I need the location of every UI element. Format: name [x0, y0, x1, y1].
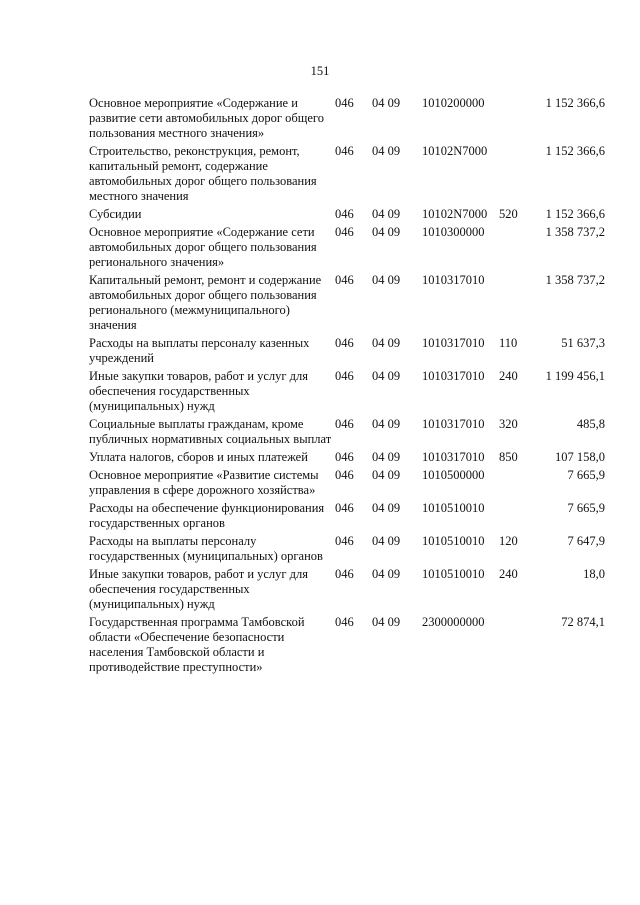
row-ved: 046: [335, 336, 354, 350]
row-rzpr: 04 09: [372, 225, 401, 239]
row-sum: 1 358 737,2: [545, 273, 605, 287]
row-sum: 7 647,9: [567, 534, 605, 548]
row-rzpr: 04 09: [372, 336, 401, 350]
row-csr: 1010317010: [422, 273, 485, 287]
row-sum: 1 152 366,6: [545, 207, 605, 221]
table-row: [89, 207, 605, 225]
page-number: 151: [310, 64, 330, 78]
row-sum: 1 152 366,6: [545, 144, 605, 158]
table-row: [89, 567, 605, 615]
row-name: Расходы на выплаты персоналу казенных учреждений: [89, 336, 310, 365]
table-row: [89, 144, 605, 207]
table-row: [89, 273, 605, 336]
row-csr: 10102N7000: [422, 144, 488, 158]
row-name: Расходы на обеспечение функционирования государственных органов: [89, 501, 325, 530]
row-sum: 51 637,3: [561, 336, 605, 350]
row-vr: [499, 273, 532, 336]
row-name: Основное мероприятие «Содержание и развитие сети автомобильных дорог общего пользования местного значения»: [89, 96, 324, 140]
row-rzpr: 04 09: [372, 450, 401, 464]
table-row: [89, 417, 605, 450]
row-name: Уплата налогов, сборов и иных платежей: [89, 450, 308, 464]
row-ved: 046: [335, 615, 354, 629]
row-rzpr: 04 09: [372, 369, 401, 383]
row-csr: 1010317010: [422, 369, 485, 383]
row-rzpr: 04 09: [372, 207, 401, 221]
row-csr: 1010317010: [422, 336, 485, 350]
row-vr: [499, 615, 532, 678]
row-name: Государственная программа Тамбовской области «Обеспечение безопасности населения Тамбовской области и противодействие преступности»: [89, 615, 305, 674]
row-vr: 320: [499, 417, 518, 431]
table-row: [89, 450, 605, 468]
row-rzpr: 04 09: [372, 567, 401, 581]
row-ved: 046: [335, 567, 354, 581]
row-name: Строительство, реконструкция, ремонт, капитальный ремонт, содержание автомобильных дорог общего пользования местного значения: [89, 144, 317, 203]
row-ved: 046: [335, 501, 354, 515]
row-name: Основное мероприятие «Содержание сети автомобильных дорог общего пользования регионального значения»: [89, 225, 317, 269]
row-csr: 1010500000: [422, 468, 485, 482]
row-ved: 046: [335, 144, 354, 158]
budget-table: [89, 96, 605, 678]
row-rzpr: 04 09: [372, 273, 401, 287]
table-row: [89, 369, 605, 417]
row-ved: 046: [335, 207, 354, 221]
row-name: Расходы на выплаты персоналу государственных (муниципальных) органов: [89, 534, 323, 563]
row-csr: 1010510010: [422, 567, 485, 581]
row-rzpr: 04 09: [372, 534, 401, 548]
row-sum: 1 152 366,6: [545, 96, 605, 110]
row-vr: 520: [499, 207, 518, 221]
row-rzpr: 04 09: [372, 417, 401, 431]
row-vr: [499, 225, 532, 273]
row-sum: 1 199 456,1: [545, 369, 605, 383]
row-name: Основное мероприятие «Развитие системы управления в сфере дорожного хозяйства»: [89, 468, 319, 497]
table-row: [89, 336, 605, 369]
table-row: [89, 534, 605, 567]
row-csr: 1010510010: [422, 534, 485, 548]
row-sum: 7 665,9: [567, 501, 605, 515]
row-csr: 2300000000: [422, 615, 485, 629]
table-row: [89, 501, 605, 534]
row-csr: 1010317010: [422, 417, 485, 431]
table-row: [89, 225, 605, 273]
row-sum: 18,0: [583, 567, 605, 581]
row-sum: 485,8: [576, 417, 605, 431]
table-row: [89, 468, 605, 501]
row-rzpr: 04 09: [372, 615, 401, 629]
row-sum: 72 874,1: [561, 615, 605, 629]
table-row: [89, 615, 605, 678]
row-vr: [499, 501, 532, 534]
row-ved: 046: [335, 417, 354, 431]
row-ved: 046: [335, 468, 354, 482]
row-csr: 1010200000: [422, 96, 485, 110]
table-row: [89, 96, 605, 144]
row-csr: 1010300000: [422, 225, 485, 239]
row-name: Субсидии: [89, 207, 142, 221]
row-vr: 850: [499, 450, 518, 464]
row-sum: 1 358 737,2: [545, 225, 605, 239]
row-csr: 1010317010: [422, 450, 485, 464]
row-ved: 046: [335, 96, 354, 110]
row-name: Капитальный ремонт, ремонт и содержание автомобильных дорог общего пользования регионального (межмуниципального) значения: [89, 273, 322, 332]
row-vr: 240: [499, 369, 518, 383]
row-vr: 110: [499, 336, 518, 350]
row-rzpr: 04 09: [372, 468, 401, 482]
row-csr: 1010510010: [422, 501, 485, 515]
row-sum: 7 665,9: [567, 468, 605, 482]
row-vr: [499, 144, 532, 207]
row-ved: 046: [335, 225, 354, 239]
row-csr: 10102N7000: [422, 207, 488, 221]
row-rzpr: 04 09: [372, 96, 401, 110]
row-name: Иные закупки товаров, работ и услуг для обеспечения государственных (муниципальных) нужд: [89, 369, 309, 413]
row-name: Социальные выплаты гражданам, кроме публичных нормативных социальных выплат: [89, 417, 332, 446]
row-sum: 107 158,0: [555, 450, 605, 464]
row-rzpr: 04 09: [372, 144, 401, 158]
row-rzpr: 04 09: [372, 501, 401, 515]
row-ved: 046: [335, 273, 354, 287]
row-vr: 240: [499, 567, 518, 581]
row-vr: 120: [499, 534, 518, 548]
table-body: [89, 96, 605, 678]
row-name: Иные закупки товаров, работ и услуг для обеспечения государственных (муниципальных) нужд: [89, 567, 309, 611]
row-ved: 046: [335, 369, 354, 383]
row-vr: [499, 96, 532, 144]
row-vr: [499, 468, 532, 501]
row-ved: 046: [335, 534, 354, 548]
row-ved: 046: [335, 450, 354, 464]
